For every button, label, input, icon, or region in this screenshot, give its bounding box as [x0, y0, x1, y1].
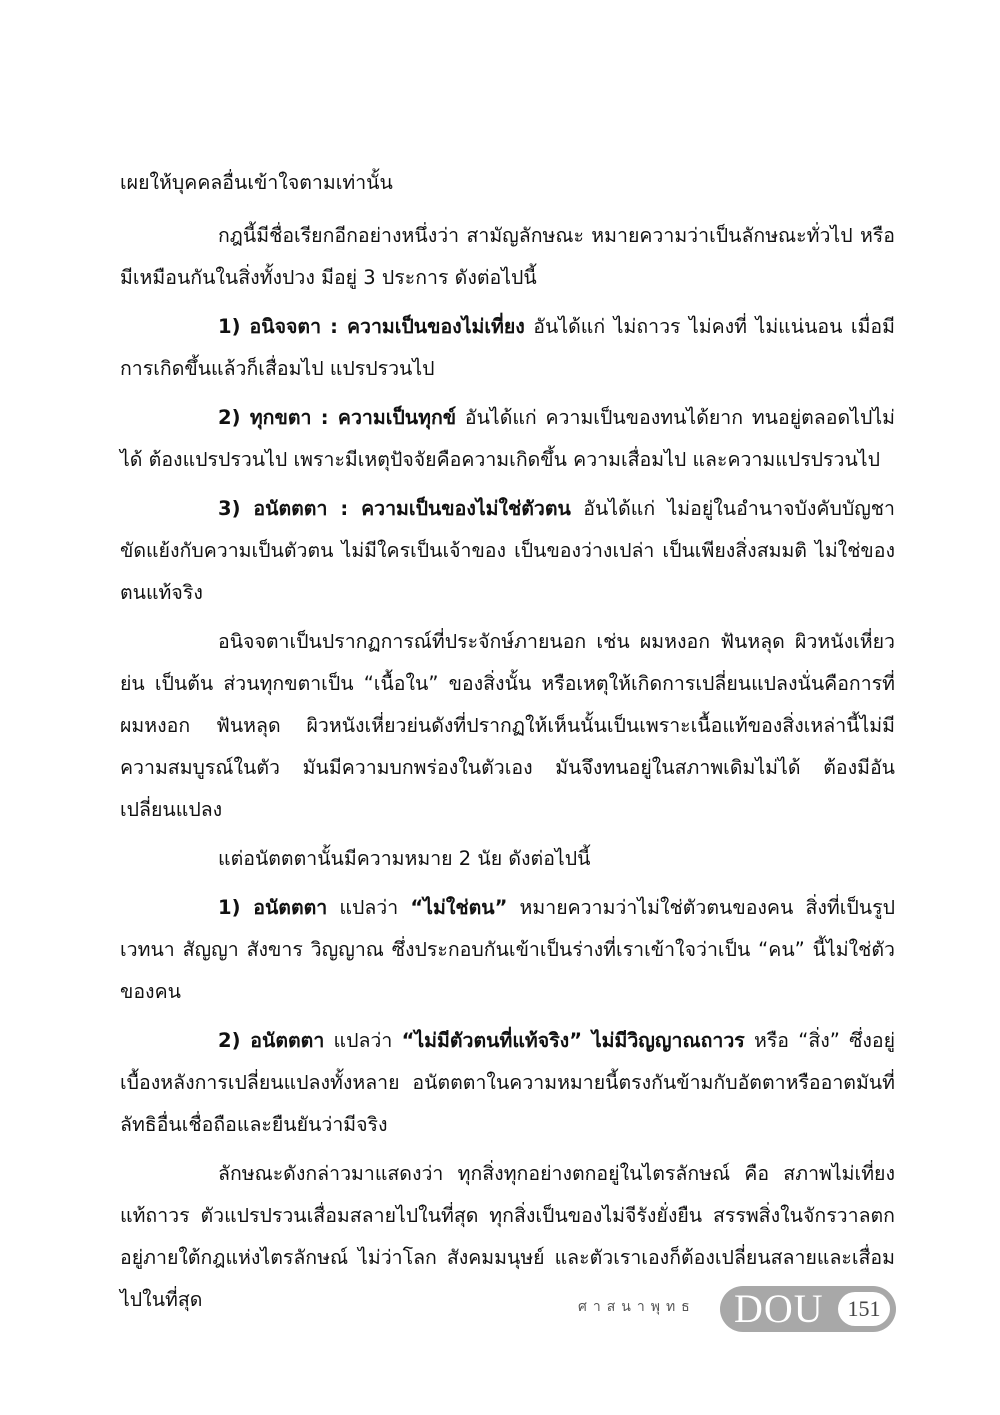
paragraph-text: แปลว่า — [324, 1029, 402, 1052]
page-number: 151 — [838, 1292, 890, 1326]
paragraph — [120, 306, 895, 390]
paragraph — [120, 838, 895, 880]
footer-badge — [720, 1286, 896, 1332]
paragraph-text: ลักษณะดังกล่าวมาแสดงว่า ทุกสิ่งทุกอย่างตกอยู่ในไตรลักษณ์ คือ สภาพไม่เที่ยงแท้ถาวร ตัวแปรปรวนเสื่อมสลายไปในที่สุด ทุกสิ่งเป็นของไม่จีรังยั่งยืน สรรพสิ่งในจักรวาลตกอยู่ภายใต้กฎแห่งไตรลักษณ์ ไม่ว่าโลก สังคมมนุษย์ และตัวเราเองก็ต้องเปลี่ยนสลายและเสื่อมไปในที่สุด — [120, 1162, 895, 1311]
footer-course-label: ศาสนาพุทธ — [578, 1299, 696, 1315]
paragraph — [120, 162, 895, 204]
bold-term: 2) อนัตตตา — [218, 1029, 325, 1052]
paragraph-text: อันได้แก่ ความเป็นของทนได้ยาก ทนอยู่ตลอดไปไม่ได้ ต้องแปรปรวนไป เพราะมีเหตุปัจจัยคือความเกิดขึ้น ความเสื่อมไป และความแปรปรวนไป — [120, 406, 895, 471]
paragraph-text: หรือ “สิ่ง” ซึ่งอยู่เบื้องหลังการเปลี่ยนแปลงทั้งหลาย อนัตตตาในความหมายนี้ตรงกันข้ามกับอัตตาหรืออาตมันที่ลัทธิอื่นเชื่อถือและยืนยันว่ามีจริง — [120, 1029, 895, 1136]
paragraph-text: เผยให้บุคคลอื่นเข้าใจตามเท่านั้น — [120, 171, 393, 194]
paragraph-text: อนิจจตาเป็นปรากฏการณ์ที่ประจักษ์ภายนอก เช่น ผมหงอก ฟันหลุด ผิวหนังเหี่ยวย่น เป็นต้น ส่วนทุกขตาเป็น “เนื้อใน” ของสิ่งนั้น หรือเหตุให้เกิดการเปลี่ยนแปลงนั่นคือการที่ผมหงอก ฟันหลุด ผิวหนังเหี่ยวย่นดังที่ปรากฏให้เห็นนั้นเป็นเพราะเนื้อแท้ของสิ่งเหล่านี้ไม่มีความสมบูรณ์ในตัว มันมีความบกพร่องในตัวเอง มันจึงทนอยู่ในสภาพเดิมไม่ได้ ต้องมีอันเปลี่ยนแปลง — [120, 630, 895, 821]
bold-term: “ไม่ใช่ตน” — [410, 896, 508, 919]
paragraph — [120, 621, 895, 831]
bold-term: 2) ทุกขตา : ความเป็นทุกข์ — [218, 406, 457, 429]
paragraph — [120, 887, 895, 1013]
page-footer — [570, 1286, 896, 1332]
bold-term: 1) อนิจจตา : ความเป็นของไม่เที่ยง — [218, 315, 525, 338]
bold-term: “ไม่มีตัวตนที่แท้จริง” ไม่มีวิญญาณถาวร — [401, 1029, 745, 1052]
paragraph-text: อันได้แก่ ไม่อยู่ในอำนาจบังคับบัญชา ขัดแย้งกับความเป็นตัวตน ไม่มีใครเป็นเจ้าของ เป็นของว่างเปล่า เป็นเพียงสิ่งสมมติ ไม่ใช่ของตนแท้จริง — [120, 497, 895, 604]
dou-logo: DOU — [734, 1286, 824, 1331]
paragraph — [120, 488, 895, 614]
bold-term: 1) อนัตตตา — [218, 896, 328, 919]
paragraph-text: หมายความว่าไม่ใช่ตัวตนของคน สิ่งที่เป็นรูป เวทนา สัญญา สังขาร วิญญาณ ซึ่งประกอบกันเข้าเป็นร่างที่เราเข้าใจว่าเป็น “คน” นี้ไม่ใช่ตัวของคน — [120, 896, 895, 1003]
paragraph — [120, 215, 895, 299]
paragraph-text: อันได้แก่ ไม่ถาวร ไม่คงที่ ไม่แน่นอน เมื่อมีการเกิดขึ้นแล้วก็เสื่อมไป แปรปรวนไป — [120, 315, 895, 380]
bold-term: 3) อนัตตตา : ความเป็นของไม่ใช่ตัวตน — [218, 497, 571, 520]
page-body — [120, 162, 895, 1331]
paragraph-text: กฎนี้มีชื่อเรียกอีกอย่างหนึ่งว่า สามัญลักษณะ หมายความว่าเป็นลักษณะทั่วไป หรือมีเหมือนกันในสิ่งทั้งปวง มีอยู่ 3 ประการ ดังต่อไปนี้ — [120, 224, 895, 289]
paragraph-text: แปลว่า — [327, 896, 411, 919]
paragraph — [120, 1020, 895, 1146]
paragraph-text: แต่อนัตตตานั้นมีความหมาย 2 นัย ดังต่อไปนี้ — [218, 847, 591, 870]
paragraph — [120, 397, 895, 481]
